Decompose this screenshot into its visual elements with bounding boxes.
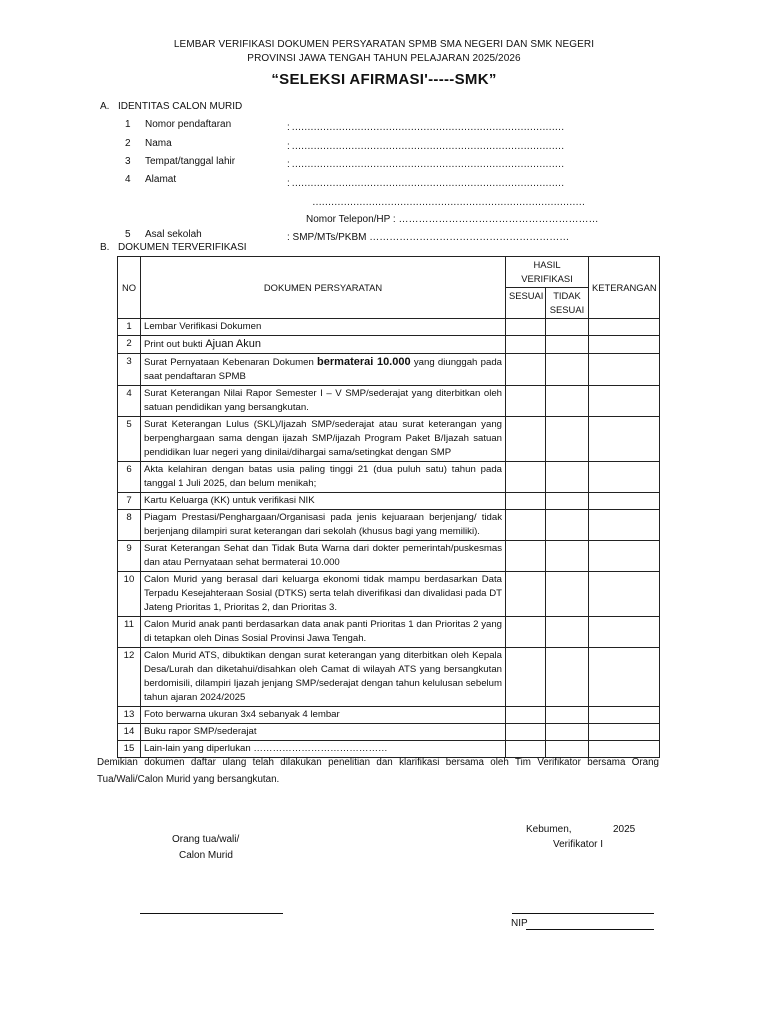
row-document: Akta kelahiran dengan batas usia paling tinggi 21 (dua puluh satu) tahun pada tanggal 1 Juli 2025, dan belum menikah; bbox=[141, 462, 506, 493]
keterangan-cell[interactable] bbox=[589, 572, 660, 617]
table-row bbox=[118, 336, 660, 354]
table-row bbox=[118, 462, 660, 493]
signature-left-label-2: Calon Murid bbox=[179, 850, 233, 861]
field-value-nomor-pendaftaran[interactable]: : …………………………………………………………………………… bbox=[287, 122, 564, 133]
keterangan-cell[interactable] bbox=[589, 648, 660, 707]
row-document-text: Surat Pernyataan Kebenaran Dokumen bbox=[144, 357, 318, 368]
keterangan-cell[interactable] bbox=[589, 510, 660, 541]
row-number: 8 bbox=[118, 510, 141, 541]
checkbox-tidak-sesuai[interactable] bbox=[546, 707, 589, 724]
checkbox-tidak-sesuai[interactable] bbox=[546, 462, 589, 493]
row-document: Kartu Keluarga (KK) untuk verifikasi NIK bbox=[141, 493, 506, 510]
row-document bbox=[141, 354, 506, 386]
field-no-4: 4 bbox=[125, 174, 131, 185]
field-no-2: 2 bbox=[125, 138, 131, 149]
row-document-emphasis: Ajuan Akun bbox=[205, 338, 261, 350]
row-number: 5 bbox=[118, 417, 141, 462]
signature-line-parent bbox=[140, 913, 283, 914]
checkbox-sesuai[interactable] bbox=[506, 648, 546, 707]
row-document: Foto berwarna ukuran 3x4 sebanyak 4 lembar bbox=[141, 707, 506, 724]
field-value-nama[interactable]: : …………………………………………………………………………… bbox=[287, 141, 564, 152]
col-header-tidak-sesuai: TIDAK SESUAI bbox=[546, 288, 589, 319]
field-no-3: 3 bbox=[125, 156, 131, 167]
section-a-heading: IDENTITAS CALON MURID bbox=[118, 101, 243, 112]
checkbox-sesuai[interactable] bbox=[506, 354, 546, 386]
signature-year: 2025 bbox=[613, 824, 636, 835]
header-line-1: LEMBAR VERIFIKASI DOKUMEN PERSYARATAN SPMB SMA NEGERI DAN SMK NEGERI bbox=[173, 39, 595, 50]
row-number: 1 bbox=[118, 319, 141, 336]
signature-line-verifikator bbox=[512, 913, 654, 914]
row-number: 12 bbox=[118, 648, 141, 707]
row-number: 11 bbox=[118, 617, 141, 648]
row-number: 9 bbox=[118, 541, 141, 572]
checkbox-tidak-sesuai[interactable] bbox=[546, 541, 589, 572]
checkbox-sesuai[interactable] bbox=[506, 617, 546, 648]
row-document-text: Print out bukti bbox=[144, 339, 206, 350]
keterangan-cell[interactable] bbox=[589, 617, 660, 648]
checkbox-sesuai[interactable] bbox=[506, 541, 546, 572]
field-label-asal-sekolah: Asal sekolah bbox=[145, 229, 202, 240]
field-value-tempat-tanggal-lahir[interactable]: : …………………………………………………………………………… bbox=[287, 159, 564, 170]
row-document: Surat Keterangan Nilai Rapor Semester I – V SMP/sederajat yang diterbitkan oleh satuan pendidikan yang bersangkutan. bbox=[141, 386, 506, 417]
table-row bbox=[118, 417, 660, 462]
table-row bbox=[118, 386, 660, 417]
checkbox-tidak-sesuai[interactable] bbox=[546, 336, 589, 354]
checkbox-tidak-sesuai[interactable] bbox=[546, 354, 589, 386]
signature-nip-label: NIP bbox=[511, 918, 528, 929]
field-telepon[interactable]: Nomor Telepon/HP : …………………………………………………… bbox=[306, 214, 599, 225]
row-document: Lembar Verifikasi Dokumen bbox=[141, 319, 506, 336]
keterangan-cell[interactable] bbox=[589, 462, 660, 493]
field-label-tempat-tanggal-lahir: Tempat/tanggal lahir bbox=[145, 156, 236, 167]
col-header-sesuai: SESUAI bbox=[506, 288, 546, 319]
checkbox-sesuai[interactable] bbox=[506, 493, 546, 510]
keterangan-cell[interactable] bbox=[589, 354, 660, 386]
table-row bbox=[118, 572, 660, 617]
row-number: 15 bbox=[118, 741, 141, 758]
row-number: 14 bbox=[118, 724, 141, 741]
row-document-text-cont: yang diunggah pada saat pendaftaran SPMB bbox=[144, 357, 502, 382]
table-row bbox=[118, 541, 660, 572]
checkbox-tidak-sesuai[interactable] bbox=[546, 648, 589, 707]
col-header-no: NO bbox=[118, 257, 141, 319]
row-document: Calon Murid ATS, dibuktikan dengan surat keterangan yang diterbitkan oleh Kepala Desa/Lurah dan diketahui/disahkan oleh Camat di wilayah ATS yang bersangkutan berdomisili, dilampiri Ijazah jenjang SMP/sederajat dengan tahun kelulusan sebelum tahun ajaran 2024/2025 bbox=[141, 648, 506, 707]
row-number: 7 bbox=[118, 493, 141, 510]
closing-statement: Demikian dokumen daftar ulang telah dilakukan penelitian dan klarifikasi bersama oleh Tim Verifikator bersama Orang Tua/Wali/Calon Murid yang bersangkutan. bbox=[97, 757, 659, 785]
checkbox-sesuai[interactable] bbox=[506, 510, 546, 541]
keterangan-cell[interactable] bbox=[589, 724, 660, 741]
table-row bbox=[118, 510, 660, 541]
checkbox-sesuai[interactable] bbox=[506, 319, 546, 336]
field-value-alamat-continued[interactable]: …………………………………………………………………………… bbox=[312, 197, 585, 208]
row-number: 3 bbox=[118, 354, 141, 386]
checkbox-sesuai[interactable] bbox=[506, 336, 546, 354]
row-document: Calon Murid anak panti berdasarkan data anak panti Prioritas 1 dan Prioritas 2 yang di tetapkan oleh Dinas Sosial Provinsi Jawa Tengah. bbox=[141, 617, 506, 648]
row-document bbox=[141, 336, 506, 354]
checkbox-tidak-sesuai[interactable] bbox=[546, 417, 589, 462]
row-document: Buku rapor SMP/sederajat bbox=[141, 724, 506, 741]
signature-left-label-1: Orang tua/wali/ bbox=[172, 834, 240, 845]
row-document-emphasis: bermaterai 10.000 bbox=[317, 356, 411, 368]
field-no-5: 5 bbox=[125, 229, 131, 240]
keterangan-cell[interactable] bbox=[589, 417, 660, 462]
checkbox-tidak-sesuai[interactable] bbox=[546, 572, 589, 617]
row-document: Piagam Prestasi/Penghargaan/Organisasi pada jenis kejuaraan berjenjang/ tidak berjenjang dilampiri surat keterangan dari sekolah (khusus bagi yang memiliki). bbox=[141, 510, 506, 541]
keterangan-cell[interactable] bbox=[589, 707, 660, 724]
keterangan-cell[interactable] bbox=[589, 541, 660, 572]
row-number: 6 bbox=[118, 462, 141, 493]
row-document: Surat Keterangan Sehat dan Tidak Buta Warna dari dokter pemerintah/puskesmas dan atau Pernyataan sehat bermaterai 10.000 bbox=[141, 541, 506, 572]
col-header-dokumen: DOKUMEN PERSYARATAN bbox=[141, 257, 506, 319]
row-number: 2 bbox=[118, 336, 141, 354]
section-b-heading: DOKUMEN TERVERIFIKASI bbox=[118, 242, 247, 253]
checkbox-sesuai[interactable] bbox=[506, 417, 546, 462]
table-row bbox=[118, 648, 660, 707]
table-row bbox=[118, 724, 660, 741]
field-value-alamat[interactable]: : …………………………………………………………………………… bbox=[287, 178, 564, 189]
checkbox-sesuai[interactable] bbox=[506, 707, 546, 724]
field-value-asal-sekolah[interactable]: : SMP/MTs/PKBM …………………………………………………… bbox=[287, 232, 570, 243]
row-document: Lain-lain yang diperlukan …………………………………… bbox=[141, 741, 506, 758]
field-label-nomor-pendaftaran: Nomor pendaftaran bbox=[145, 119, 232, 130]
keterangan-cell[interactable] bbox=[589, 386, 660, 417]
checkbox-tidak-sesuai[interactable] bbox=[546, 493, 589, 510]
keterangan-cell[interactable] bbox=[589, 336, 660, 354]
section-a-letter: A. bbox=[100, 101, 110, 112]
row-document: Surat Keterangan Lulus (SKL)/Ijazah SMP/sederajat atau surat keterangan yang berpenghargaan sama dengan ijazah SMP/ijazah Program Paket B/Ijazah satuan pendidikan luar negeri yang dinilai/dihargai sama/setingkat dengan SMP bbox=[141, 417, 506, 462]
row-number: 13 bbox=[118, 707, 141, 724]
checkbox-sesuai[interactable] bbox=[506, 724, 546, 741]
checkbox-tidak-sesuai[interactable] bbox=[546, 319, 589, 336]
col-header-keterangan: KETERANGAN bbox=[589, 257, 660, 319]
table-row bbox=[118, 617, 660, 648]
header-line-2: PROVINSI JAWA TENGAH TAHUN PELAJARAN 2025/2026 bbox=[247, 53, 521, 64]
keterangan-cell[interactable] bbox=[589, 319, 660, 336]
section-b-letter: B. bbox=[100, 242, 110, 253]
col-header-hasil-verifikasi: HASIL VERIFIKASI bbox=[506, 257, 589, 288]
row-number: 4 bbox=[118, 386, 141, 417]
table-header-row bbox=[118, 257, 660, 288]
row-document: Calon Murid yang berasal dari keluarga ekonomi tidak mampu berdasarkan Data Terpadu Kesejahteraan Sosial (DTKS) serta telah diverifikasi dan divalidasi pada DT Jateng Prioritas 1, Prioritas 2, dan Prioritas 3. bbox=[141, 572, 506, 617]
table-row bbox=[118, 493, 660, 510]
checkbox-sesuai[interactable] bbox=[506, 386, 546, 417]
checkbox-tidak-sesuai[interactable] bbox=[546, 617, 589, 648]
signature-verifikator-label: Verifikator I bbox=[553, 839, 604, 850]
field-label-alamat: Alamat bbox=[145, 174, 177, 185]
checkbox-sesuai[interactable] bbox=[506, 462, 546, 493]
signature-place: Kebumen, bbox=[526, 824, 572, 835]
document-title: “SELEKSI AFIRMASI'-----SMK” bbox=[271, 71, 497, 88]
checkbox-tidak-sesuai[interactable] bbox=[546, 510, 589, 541]
table-row bbox=[118, 354, 660, 386]
checkbox-tidak-sesuai[interactable] bbox=[546, 386, 589, 417]
field-no-1: 1 bbox=[125, 119, 131, 130]
checkbox-sesuai[interactable] bbox=[506, 572, 546, 617]
row-number: 10 bbox=[118, 572, 141, 617]
table-row bbox=[118, 707, 660, 724]
field-label-nama: Nama bbox=[145, 138, 172, 149]
documents-table bbox=[117, 256, 660, 758]
checkbox-tidak-sesuai[interactable] bbox=[546, 724, 589, 741]
table-row bbox=[118, 319, 660, 336]
keterangan-cell[interactable] bbox=[589, 493, 660, 510]
signature-nip-line bbox=[526, 929, 654, 930]
